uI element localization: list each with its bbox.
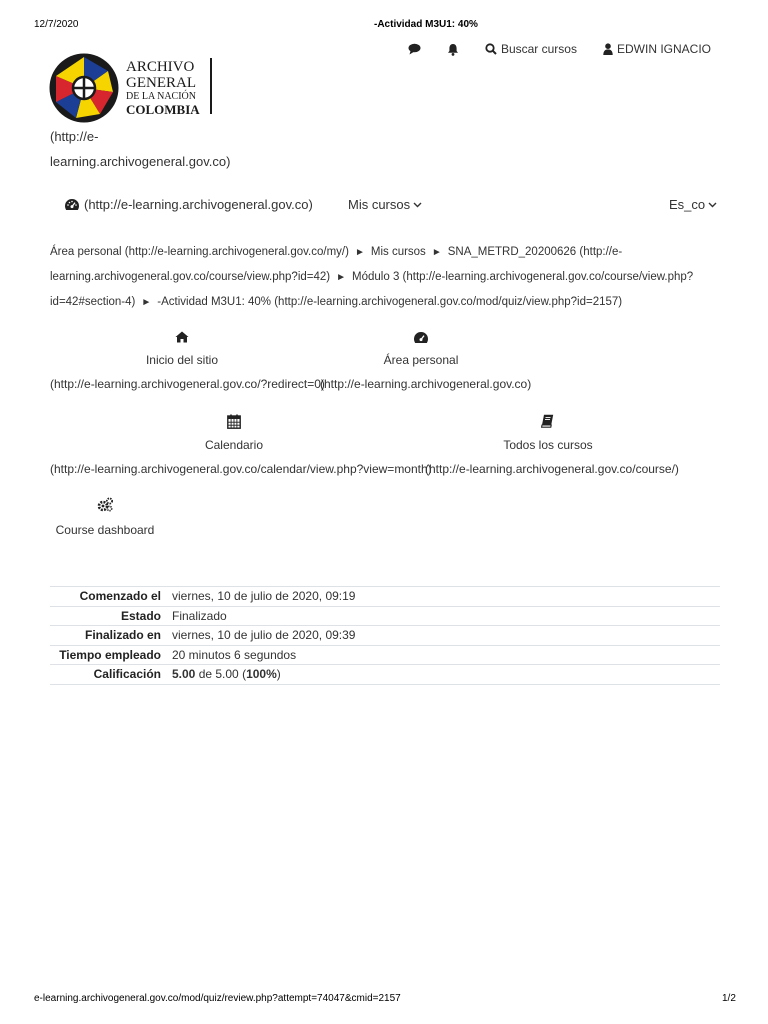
comment-icon	[408, 43, 421, 55]
user-icon	[603, 43, 613, 55]
block-calendario-url[interactable]: (http://e-learning.archivogeneral.gov.co/calendar/view.php?view=month)	[50, 462, 432, 476]
summary-value: viernes, 10 de julio de 2020, 09:19	[172, 589, 356, 604]
print-page-number: 1/2	[722, 993, 736, 1004]
dashboard-nav-link[interactable]	[64, 197, 313, 212]
cogs-icon	[97, 497, 114, 512]
logo-line-2: GENERAL	[126, 75, 196, 91]
language-dropdown[interactable]	[669, 197, 717, 212]
grade-row	[50, 665, 720, 685]
block-area-url[interactable]: (http://e-learning.archivogeneral.gov.co)	[320, 377, 532, 391]
breadcrumb-separator: ►	[354, 247, 365, 258]
bell-icon	[447, 43, 459, 56]
book-icon	[541, 414, 554, 428]
table-row	[50, 626, 720, 646]
breadcrumb-item-area-personal[interactable]: Área personal (http://e-learning.archivogeneral.gov.co/my/)	[50, 246, 349, 258]
breadcrumb-item-course[interactable]: SNA_METRD_20200626 (http://e-learning.archivogeneral.gov.co/course/view.php?id=42)	[50, 246, 623, 283]
block-cursos-label[interactable]: Todos los cursos	[503, 438, 593, 452]
summary-value: 20 minutos 6 segundos	[172, 647, 297, 662]
dashboard-icon	[64, 198, 80, 211]
language-label: Es_co	[669, 197, 706, 212]
summary-label: Finalizado en	[84, 628, 161, 643]
grade-close: )	[276, 667, 281, 682]
breadcrumb	[50, 240, 718, 315]
logo-text	[126, 60, 200, 116]
breadcrumb-separator: ►	[336, 272, 347, 283]
search-courses-link[interactable]	[485, 42, 577, 56]
mis-cursos-label: Mis cursos	[348, 197, 411, 212]
user-name: EDWIN IGNACIO	[616, 42, 711, 56]
grade-percent: 100%	[246, 667, 277, 682]
archivo-general-logo-icon	[48, 52, 120, 124]
print-url: e-learning.archivogeneral.gov.co/mod/quiz/review.php?attempt=74047&cmid=2157	[34, 993, 401, 1004]
summary-value: Finalizado	[172, 608, 227, 623]
dashboard-url: (http://e-learning.archivogeneral.gov.co)	[84, 197, 313, 212]
breadcrumb-separator: ►	[431, 247, 442, 258]
user-menu[interactable]	[603, 42, 711, 56]
block-cursos-url[interactable]: (http://e-learning.archivogeneral.gov.co/course/)	[425, 462, 679, 476]
search-courses-label: Buscar cursos	[500, 42, 577, 56]
quiz-attempt-summary	[50, 586, 720, 685]
chevron-down-icon	[413, 202, 422, 208]
summary-label: Tiempo empleado	[59, 647, 161, 662]
home-icon	[175, 331, 189, 343]
chevron-down-icon	[708, 202, 717, 208]
mis-cursos-dropdown[interactable]	[348, 197, 422, 212]
table-row	[50, 645, 720, 665]
breadcrumb-item-module[interactable]: Módulo 3 (http://e-learning.archivogeneral.gov.co/course/view.php?id=42#section-4)	[50, 271, 694, 308]
block-inicio-label[interactable]: Inicio del sitio	[145, 353, 219, 367]
messages-button[interactable]	[408, 43, 421, 55]
calendar-icon	[227, 414, 241, 429]
block-inicio-url[interactable]: (http://e-learning.archivogeneral.gov.co/?redirect=0)	[50, 377, 325, 391]
block-calendario-label[interactable]: Calendario	[204, 438, 264, 452]
block-area-label[interactable]: Área personal	[383, 353, 459, 367]
logo-divider	[210, 58, 212, 114]
breadcrumb-separator: ►	[141, 297, 152, 308]
grade-of-text: de 5.00 (	[195, 667, 247, 682]
dashboard-icon	[413, 331, 429, 344]
table-row	[50, 606, 720, 626]
logo-line-3: DE LA NACIÓN	[126, 91, 196, 102]
logo-line-1: ARCHIVO	[126, 59, 195, 75]
table-row	[50, 587, 720, 607]
notifications-button[interactable]	[447, 43, 459, 56]
top-navbar	[408, 42, 711, 56]
site-logo[interactable]	[48, 52, 218, 122]
search-icon	[485, 43, 497, 55]
logo-line-4: COLOMBIA	[126, 102, 200, 117]
grade-label: Calificación	[93, 667, 161, 682]
grade-score: 5.00	[172, 667, 196, 682]
home-url[interactable]: (http://e-learning.archivogeneral.gov.co)	[50, 129, 231, 169]
print-date: 12/7/2020	[34, 19, 79, 30]
breadcrumb-item-activity[interactable]: -Actividad M3U1: 40% (http://e-learning.archivogeneral.gov.co/mod/quiz/view.php?id=2157)	[157, 296, 623, 308]
block-dashboard-label[interactable]: Course dashboard	[55, 523, 155, 537]
grade-value	[167, 665, 720, 685]
print-title: -Actividad M3U1: 40%	[374, 19, 478, 30]
summary-label: Estado	[120, 608, 161, 623]
summary-label: Comenzado el	[79, 589, 161, 604]
breadcrumb-item-mis-cursos[interactable]: Mis cursos	[370, 246, 426, 258]
summary-value: viernes, 10 de julio de 2020, 09:39	[172, 628, 356, 643]
